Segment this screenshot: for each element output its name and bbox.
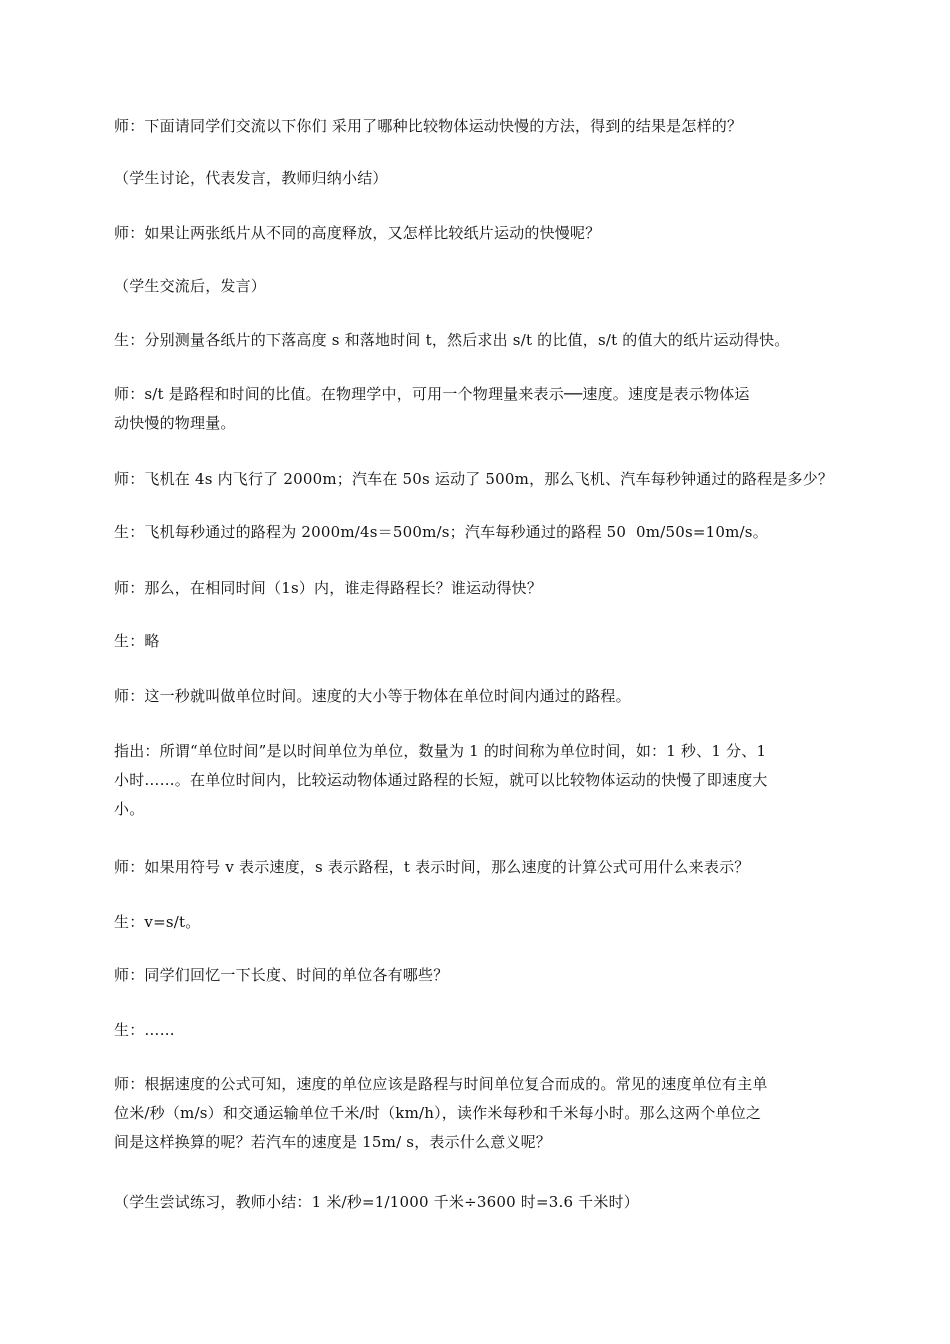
paragraph-12: 指出：所谓“单位时间”是以时间单位为单位，数量为 1 的时间称为单位时间，如：1 秒、1 分、1 小时……。在单位时间内，比较运动物体通过路程的长短，就可以比较物体运动的快慢了即速度大 小。: [114, 742, 768, 818]
paragraph-14: 生：v=s/t。: [114, 913, 201, 931]
paragraph-10: 生：略: [114, 632, 160, 650]
paragraph-3: 师：如果让两张纸片从不同的高度释放，又怎样比较纸片运动的快慢呢？: [114, 224, 601, 242]
paragraph-15: 师：同学们回忆一下长度、时间的单位各有哪些？: [114, 966, 449, 984]
paragraph-16: 生：……: [114, 1021, 175, 1039]
paragraph-9: 师：那么，在相同时间（1s）内，谁走得路程长？谁运动得快？: [114, 579, 543, 597]
paragraph-13: 师：如果用符号 v 表示速度，s 表示路程，t 表示时间，那么速度的计算公式可用什么来表示？: [114, 858, 750, 876]
paragraph-18: （学生尝试练习，教师小结：1 米/秒=1/1000 千米÷3600 时=3.6 千米时）: [114, 1193, 639, 1211]
paragraph-5: 生：分别测量各纸片的下落高度 s 和落地时间 t，然后求出 s/t 的比值，s/t 的值大的纸片运动得快。: [114, 331, 790, 349]
paragraph-11: 师：这一秒就叫做单位时间。速度的大小等于物体在单位时间内通过的路程。: [114, 687, 631, 705]
paragraph-7: 师：飞机在 4s 内飞行了 2000m；汽车在 50s 运动了 500m，那么飞机、汽车每秒钟通过的路程是多少？: [114, 470, 834, 488]
paragraph-17: 师：根据速度的公式可知，速度的单位应该是路程与时间单位复合而成的。常见的速度单位有主单 位米/秒（m/s）和交通运输单位千米/时（km/h），读作米每秒和千米每小时。那么这两个单位之 间是这样换算的呢？若汽车的速度是 15m/ s，表示什么意义呢？: [114, 1075, 768, 1151]
paragraph-8: 生：飞机每秒通过的路程为 2000m/4s＝500m/s；汽车每秒通过的路程 50 0m/50s=10m/s。: [114, 523, 768, 541]
paragraph-1: 师：下面请同学们交流以下你们 采用了哪种比较物体运动快慢的方法，得到的结果是怎样的？: [114, 117, 743, 135]
paragraph-4: （学生交流后，发言）: [114, 277, 267, 295]
paragraph-2: （学生讨论，代表发言，教师归纳小结）: [114, 169, 388, 187]
paragraph-6: 师：s/t 是路程和时间的比值。在物理学中，可用一个物理量来表示──速度。速度是表示物体运 动快慢的物理量。: [114, 385, 750, 432]
